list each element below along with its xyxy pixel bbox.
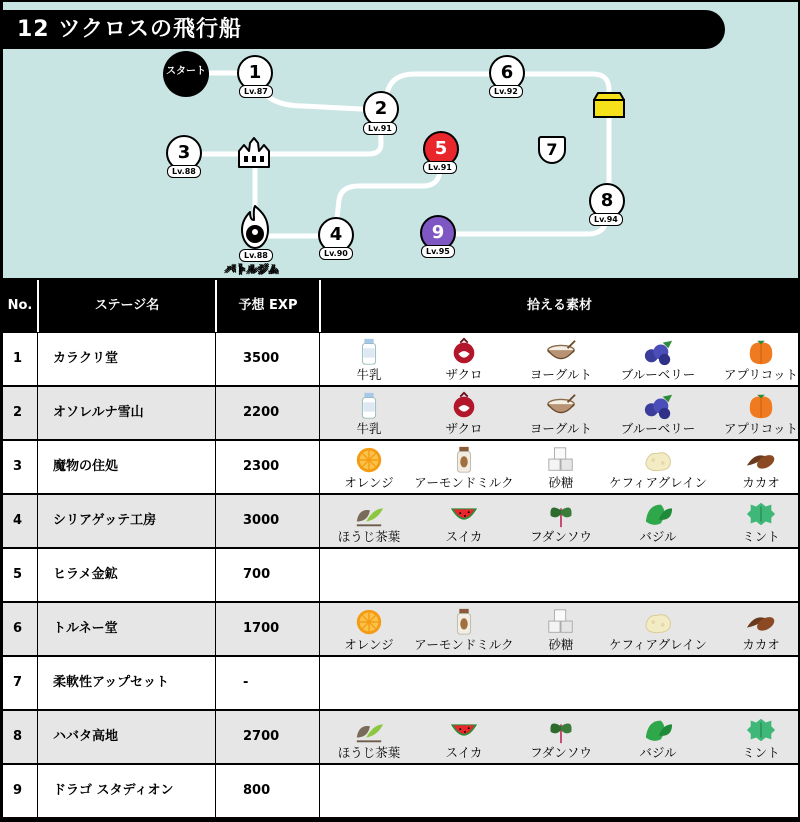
material-label: ほうじ茶葉 <box>337 745 401 760</box>
stage-level-9: Lv.95 <box>421 245 455 258</box>
blueberry-icon <box>641 391 675 421</box>
watermelon-icon <box>447 499 481 529</box>
material-item <box>319 441 419 493</box>
material-item <box>608 387 708 439</box>
table-row <box>3 711 798 763</box>
material-label: フダンソウ <box>530 745 592 760</box>
stage-node-number: 2 <box>374 98 388 119</box>
material-label: ほうじ茶葉 <box>337 529 401 544</box>
material-label: バジル <box>639 745 677 760</box>
stage-name[interactable]: シリアゲッテ工房 <box>53 513 157 528</box>
material-item <box>711 387 800 439</box>
almond-milk-icon <box>447 607 481 637</box>
row-number: 3 <box>13 459 23 474</box>
material-label: アーモンドミルク <box>414 637 514 652</box>
header-stage: ステージ名 <box>39 280 215 332</box>
stage-node-number: 1 <box>248 62 262 83</box>
material-label: 砂糖 <box>548 637 574 652</box>
material-item <box>511 603 611 655</box>
header-exp: 予想 EXP <box>217 280 319 332</box>
material-label: 牛乳 <box>356 367 382 382</box>
column-divider <box>319 332 320 818</box>
material-label: カカオ <box>742 637 780 652</box>
expected-exp: 800 <box>243 783 271 798</box>
material-label: アプリコット <box>723 421 798 436</box>
material-item <box>319 387 419 439</box>
pomegranate-icon <box>447 337 481 367</box>
material-label: 牛乳 <box>356 421 382 436</box>
chard-icon <box>544 715 578 745</box>
material-label: オレンジ <box>344 637 394 652</box>
material-label: ザクロ <box>445 421 483 436</box>
material-label: ケフィアグレイン <box>608 637 707 652</box>
material-label: ヨーグルト <box>529 367 593 382</box>
expected-exp: 2300 <box>243 459 280 474</box>
yogurt-bowl-icon <box>544 337 578 367</box>
stage-name[interactable]: トルネー堂 <box>53 621 118 636</box>
mint-icon <box>744 499 778 529</box>
header-materials: 拾える素材 <box>321 280 798 332</box>
stage-node-number: 9 <box>431 222 445 243</box>
stage-level-2: Lv.91 <box>363 122 397 135</box>
material-item <box>414 711 514 763</box>
battle-gym-icon[interactable] <box>236 204 274 252</box>
material-item <box>319 603 419 655</box>
stage-name[interactable]: 柔軟性アップセット <box>53 675 169 690</box>
row-number: 7 <box>13 675 23 690</box>
table-row <box>3 333 798 385</box>
title-bar <box>3 10 725 49</box>
material-label: ザクロ <box>445 367 483 382</box>
stage-node-number: 4 <box>329 224 343 245</box>
material-label: ブルーベリー <box>620 367 696 382</box>
stage-node-number: 7 <box>546 140 558 159</box>
material-item <box>414 441 514 493</box>
material-item <box>319 711 419 763</box>
expected-exp: 3500 <box>243 351 280 366</box>
hojicha-leaf-icon <box>352 499 386 529</box>
stage-level-6: Lv.92 <box>489 85 523 98</box>
expected-exp: 700 <box>243 567 271 582</box>
blueberry-icon <box>641 337 675 367</box>
material-item <box>511 711 611 763</box>
kefir-grain-icon <box>641 445 675 475</box>
stage-name[interactable]: ハバタ高地 <box>53 729 119 744</box>
material-item <box>511 495 611 547</box>
hojicha-leaf-icon <box>352 715 386 745</box>
material-item <box>511 441 611 493</box>
header-no: No. <box>3 280 37 332</box>
material-item <box>414 495 514 547</box>
material-item <box>511 387 611 439</box>
material-label: スイカ <box>445 745 483 760</box>
material-item <box>414 603 514 655</box>
row-number: 4 <box>13 513 23 528</box>
gym-level: Lv.88 <box>239 249 273 262</box>
stage-name[interactable]: 魔物の住処 <box>53 459 119 474</box>
row-number: 9 <box>13 783 23 798</box>
orange-slice-icon <box>352 445 386 475</box>
expected-exp: - <box>243 675 249 690</box>
expected-exp: 3000 <box>243 513 280 528</box>
stage-level-3: Lv.88 <box>167 165 201 178</box>
page-title: 12 ツクロスの飛行船 <box>17 17 243 42</box>
material-label: スイカ <box>445 529 483 544</box>
stage-name[interactable]: ヒラメ金鉱 <box>53 567 118 582</box>
battle-gym-label: バトルジム <box>225 263 280 276</box>
material-label: アプリコット <box>723 367 798 382</box>
kefir-grain-icon <box>641 607 675 637</box>
material-item <box>608 711 708 763</box>
material-item <box>711 441 800 493</box>
material-label: 砂糖 <box>548 475 574 490</box>
stage-map <box>3 2 798 278</box>
column-divider <box>215 332 216 818</box>
row-number: 6 <box>13 621 23 636</box>
material-item <box>319 333 419 385</box>
watermelon-icon <box>447 715 481 745</box>
material-label: ミント <box>742 529 780 544</box>
stage-level-5: Lv.91 <box>423 161 457 174</box>
basil-icon <box>641 499 675 529</box>
stage-level-1: Lv.87 <box>239 85 273 98</box>
mint-icon <box>744 715 778 745</box>
cacao-icon <box>744 445 778 475</box>
material-label: ヨーグルト <box>529 421 593 436</box>
table-row <box>3 387 798 439</box>
table-row <box>3 603 798 655</box>
chard-icon <box>544 499 578 529</box>
stage-node-number: 6 <box>500 62 514 83</box>
almond-milk-icon <box>447 445 481 475</box>
table-row <box>3 765 798 817</box>
material-label: カカオ <box>742 475 780 490</box>
material-item <box>608 441 708 493</box>
row-number: 5 <box>13 567 23 582</box>
material-label: ケフィアグレイン <box>608 475 707 490</box>
material-item <box>711 711 800 763</box>
material-label: ブルーベリー <box>620 421 696 436</box>
milk-bottle-icon <box>352 391 386 421</box>
row-number: 2 <box>13 405 23 420</box>
sugar-cubes-icon <box>544 445 578 475</box>
column-divider <box>37 332 38 818</box>
expected-exp: 1700 <box>243 621 280 636</box>
orange-slice-icon <box>352 607 386 637</box>
table-row <box>3 441 798 493</box>
apricot-icon <box>744 337 778 367</box>
material-item <box>319 495 419 547</box>
table-row <box>3 549 798 601</box>
stage-name[interactable]: カラクリ堂 <box>53 351 119 366</box>
material-item <box>711 603 800 655</box>
material-item <box>711 495 800 547</box>
table-row <box>3 495 798 547</box>
material-label: アーモンドミルク <box>414 475 514 490</box>
material-item <box>711 333 800 385</box>
start-node[interactable] <box>163 51 209 97</box>
sugar-cubes-icon <box>544 607 578 637</box>
basil-icon <box>641 715 675 745</box>
material-item <box>414 333 514 385</box>
stage-name[interactable]: ドラゴ スタディオン <box>53 783 174 798</box>
row-number: 8 <box>13 729 23 744</box>
expected-exp: 2700 <box>243 729 280 744</box>
material-label: ミント <box>742 745 780 760</box>
milk-bottle-icon <box>352 337 386 367</box>
material-label: オレンジ <box>344 475 394 490</box>
apricot-icon <box>744 391 778 421</box>
material-item <box>608 495 708 547</box>
material-item <box>414 387 514 439</box>
table-row <box>3 657 798 709</box>
stage-node-number: 3 <box>177 142 191 163</box>
material-label: バジル <box>639 529 677 544</box>
expected-exp: 2200 <box>243 405 280 420</box>
stage-level-4: Lv.90 <box>319 247 353 260</box>
start-label: スタート <box>166 66 206 77</box>
stage-name[interactable]: オソレルナ雪山 <box>53 405 144 420</box>
castle-icon[interactable] <box>236 137 272 169</box>
material-label: フダンソウ <box>530 529 592 544</box>
material-item <box>608 603 708 655</box>
stage-node-number: 5 <box>434 138 448 159</box>
pomegranate-icon <box>447 391 481 421</box>
stage-node-number: 8 <box>600 190 614 211</box>
stage-node-7[interactable] <box>538 136 566 164</box>
stage-level-8: Lv.94 <box>589 213 623 226</box>
yogurt-bowl-icon <box>544 391 578 421</box>
row-number: 1 <box>13 351 23 366</box>
cacao-icon <box>744 607 778 637</box>
treasure-chest-icon[interactable] <box>590 90 628 120</box>
material-item <box>608 333 708 385</box>
material-item <box>511 333 611 385</box>
